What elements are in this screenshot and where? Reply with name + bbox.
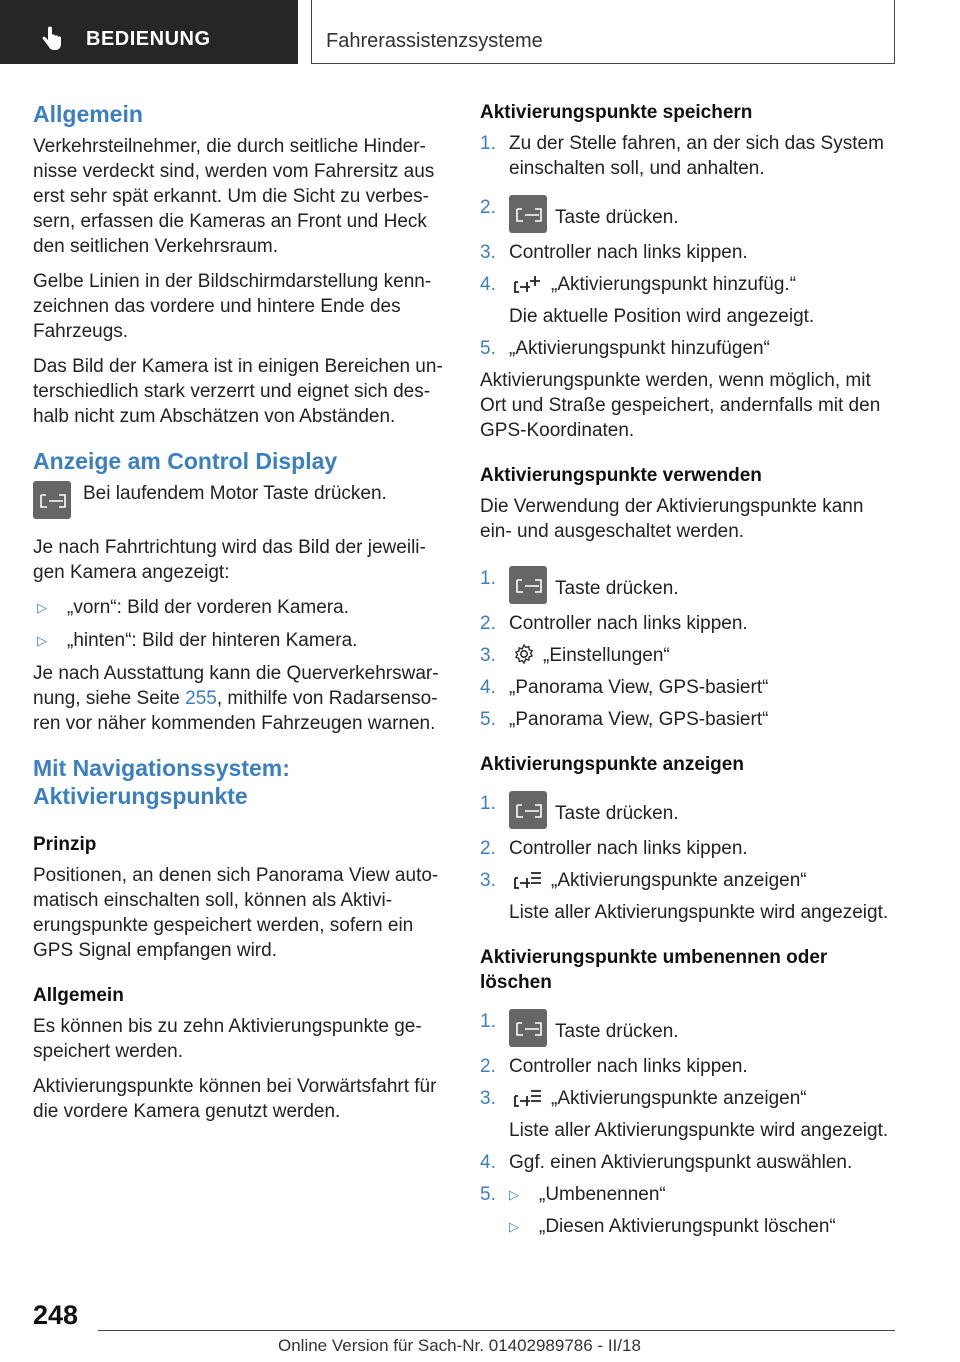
bullet-text: „hinten“: Bild der hinteren Kamera. — [67, 630, 358, 651]
heading-allgemein: Allgemein — [33, 101, 143, 127]
step-item: 4. Ggf. einen Aktivierungspunkt auswählen. — [480, 1152, 853, 1173]
paragraph: Gelbe Linien in der Bildschirmdarstellung kennzeichnen das vordere und hintere Ende des Fahrzeugs. — [33, 271, 432, 342]
paragraph: Je nach Ausstattung kann die Querverkehrswarnung, siehe Seite 255, mithilfe von Radarsensoren vor näher kommenden Fahrzeugen warnen. — [33, 663, 439, 734]
gear-icon — [513, 643, 535, 665]
heading-anzeigen: Aktivierungspunkte anzeigen — [480, 754, 744, 775]
right-column — [480, 100, 890, 1246]
camera-button-icon — [33, 481, 71, 519]
step-item: 5. „Panorama View, GPS-basiert“ — [480, 709, 769, 730]
triangle-bullet-icon: ▷ — [37, 633, 47, 648]
heading-speichern: Aktivierungspunkte speichern — [480, 102, 753, 123]
paragraph: Positionen, an denen sich Panorama View automatisch einschalten soll, können als Aktivierungspunkte gespeichert werden, sofern ein GPS Signal empfangen wird. — [33, 865, 439, 961]
list-item — [33, 595, 443, 620]
list-item — [33, 628, 443, 653]
step-item: 1. Zu der Stelle fahren, an der sich das System einschalten soll, und anhalten. — [480, 133, 884, 179]
heading-allgemein-2: Allgemein — [33, 985, 124, 1006]
list-points-icon — [513, 1088, 543, 1108]
paragraph: Verkehrsteilnehmer, die durch seitliche Hindernisse verdeckt sind, werden vom Fahrersitz aus erst sehr spät erkannt. Um die Sicht zu verbessern, erfassen die Kameras an Front und Heck den seitlichen Verkehrsraum. — [33, 136, 435, 257]
step-item: 1. Taste drücken. — [480, 791, 890, 829]
step-item: 2. Taste drücken. — [480, 195, 890, 233]
triangle-bullet-icon: ▷ — [509, 1219, 519, 1234]
step-item: 5. ▷ „Umbenennen“ ▷ „Diesen Aktivierungspunkt löschen“ — [480, 1184, 836, 1237]
bullet-text: „vorn“: Bild der vorderen Kamera. — [67, 597, 349, 618]
camera-button-icon — [509, 195, 547, 233]
camera-button-instruction — [33, 481, 443, 519]
section-tab — [0, 0, 298, 64]
step-item: 3. „Aktivierungspunkte anzeigen“ Liste aller Aktivierungspunkte wird angezeigt. — [480, 870, 889, 923]
step-item: 1. Taste drücken. — [480, 566, 890, 604]
steps-umbenennen — [480, 1009, 890, 1239]
chapter-title: Fahrerassistenzsysteme — [326, 30, 543, 52]
step-item: 3. Controller nach links kippen. — [480, 242, 748, 263]
instruction-text: Bei laufendem Motor Taste drücken. — [83, 483, 387, 504]
step-item: 3. „Aktivierungspunkte anzeigen“ Liste aller Aktivierungspunkte wird angezeigt. — [480, 1088, 889, 1141]
list-points-icon — [513, 870, 543, 890]
paragraph: Die Verwendung der Aktivierungspunkte kann ein- und ausgeschaltet werden. — [480, 496, 864, 542]
step-item: 2. Controller nach links kippen. — [480, 838, 748, 859]
section-label: BEDIENUNG — [86, 28, 211, 50]
steps-speichern — [480, 131, 890, 361]
page-number: 248 — [33, 1300, 79, 1330]
camera-button-icon — [509, 791, 547, 829]
heading-prinzip: Prinzip — [33, 834, 97, 855]
step-item: 2. Controller nach links kippen. — [480, 1056, 748, 1077]
page-link[interactable]: 255 — [185, 688, 217, 709]
step-item: 4. „Aktivierungspunkt hinzufüg.“ Die aktuelle Position wird angezeigt. — [480, 274, 815, 327]
heading-anzeige: Anzeige am Control Display — [33, 448, 338, 474]
paragraph: Aktivierungspunkte können bei Vorwärtsfahrt für die vordere Kamera genutzt werden. — [33, 1076, 437, 1122]
step-item: 1. Taste drücken. — [480, 1009, 890, 1047]
hand-pointer-icon — [40, 26, 62, 52]
camera-button-icon — [509, 566, 547, 604]
left-column — [33, 100, 443, 1134]
footer-text: Online Version für Sach-Nr. 01402989786 - II/18 — [278, 1336, 641, 1355]
paragraph: Aktivierungspunkte werden, wenn möglich, mit Ort und Straße gespeichert, andernfalls mit den GPS-Koordinaten. — [480, 370, 881, 441]
footer-divider — [98, 1330, 895, 1331]
paragraph: Je nach Fahrtrichtung wird das Bild der jeweiligen Kamera angezeigt: — [33, 537, 426, 583]
step-item: 4. „Panorama View, GPS-basiert“ — [480, 677, 769, 698]
triangle-bullet-icon: ▷ — [509, 1187, 519, 1202]
add-point-icon — [513, 274, 543, 294]
heading-navigation: Mit Navigationssystem: Aktivierungspunkte — [33, 755, 290, 809]
paragraph: Das Bild der Kamera ist in einigen Bereichen unterschiedlich stark verzerrt und eignet sich deshalb nicht zum Abschätzen von Abständen. — [33, 356, 443, 427]
heading-umbenennen: Aktivierungspunkte umbenennen oder löschen — [480, 947, 828, 993]
steps-verwenden — [480, 566, 890, 732]
step-item: 3. „Einstellungen“ — [480, 645, 670, 666]
camera-button-icon — [509, 1009, 547, 1047]
paragraph: Es können bis zu zehn Aktivierungspunkte gespeichert werden. — [33, 1016, 422, 1062]
step-item: 5. „Aktivierungspunkt hinzufügen“ — [480, 338, 770, 359]
steps-anzeigen — [480, 791, 890, 925]
triangle-bullet-icon: ▷ — [37, 600, 47, 615]
step-item: 2. Controller nach links kippen. — [480, 613, 748, 634]
chapter-box — [311, 0, 895, 64]
heading-verwenden: Aktivierungspunkte verwenden — [480, 465, 762, 486]
